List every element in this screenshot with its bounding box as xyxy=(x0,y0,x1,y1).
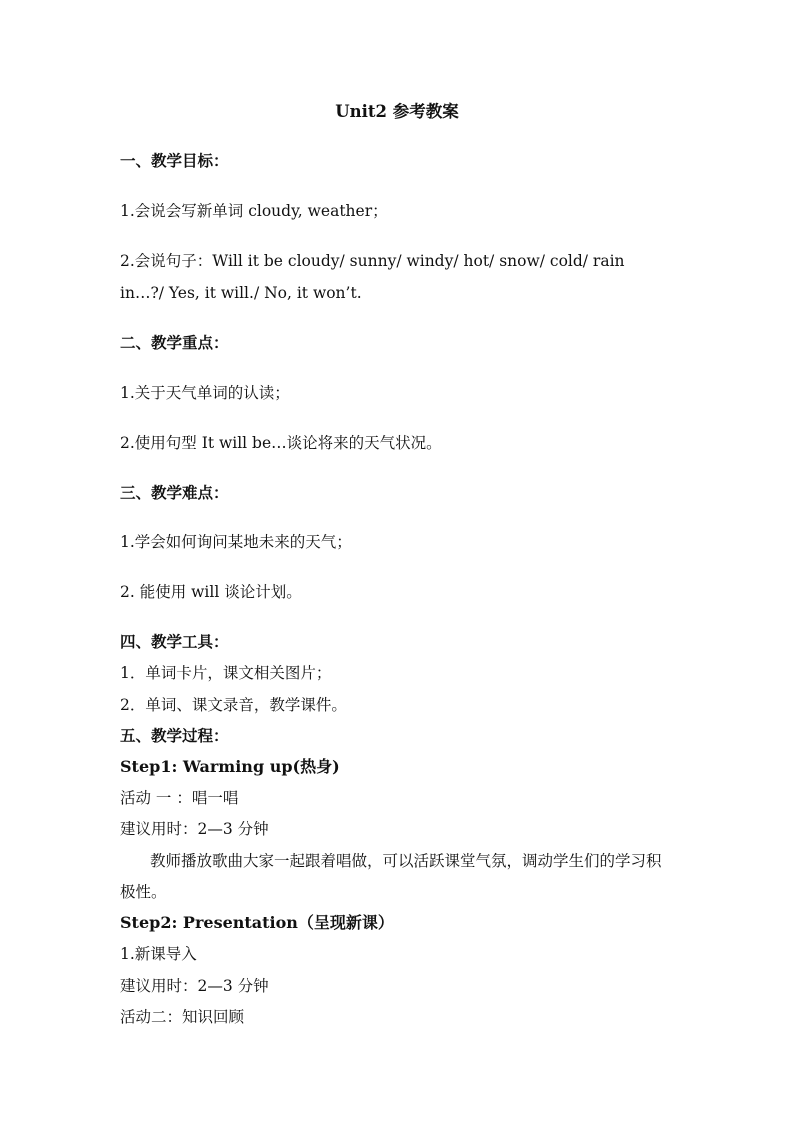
objective-item-2-line1: 2.会说句子：Will it be cloudy/ sunny/ windy/ hot/ snow/ cold/ rain xyxy=(120,252,625,270)
section-heading-difficulties: 三、教学难点： xyxy=(120,483,229,502)
step1-activity: 活动 一 ：唱一唱 xyxy=(120,789,239,807)
key-point-item-1: 1.关于天气单词的认读； xyxy=(120,384,290,402)
objective-item-2-line2: in…?/ Yes, it will./ No, it won’t. xyxy=(120,284,362,302)
objective-item-1: 1.会说会写新单词 cloudy, weather； xyxy=(120,202,388,220)
step2-activity: 活动二：知识回顾 xyxy=(120,1008,245,1026)
key-point-item-2: 2.使用句型 It will be…谈论将来的天气状况。 xyxy=(120,434,442,452)
section-heading-objectives: 一、教学目标： xyxy=(120,151,229,170)
difficulty-item-1: 1.学会如何询问某地未来的天气； xyxy=(120,533,352,551)
step1-time: 建议用时：2—3 分钟 xyxy=(120,820,269,838)
step1-description-line2: 极性。 xyxy=(120,883,167,901)
tool-item-1: 1．单词卡片，课文相关图片； xyxy=(120,664,332,682)
section-heading-tools: 四、教学工具： xyxy=(120,632,229,651)
step2-title: Step2: Presentation（呈现新课） xyxy=(120,913,394,932)
section-heading-process: 五、教学过程： xyxy=(120,726,229,745)
step2-subheading: 1.新课导入 xyxy=(120,945,197,963)
step2-time: 建议用时：2—3 分钟 xyxy=(120,977,269,995)
tool-item-2: 2．单词、课文录音，教学课件。 xyxy=(120,696,347,714)
step1-title: Step1: Warming up(热身) xyxy=(120,757,340,776)
step1-description-line1: 教师播放歌曲大家一起跟着唱做，可以活跃课堂气氛，调动学生们的学习积 xyxy=(150,852,662,870)
difficulty-item-2: 2. 能使用 will 谈论计划。 xyxy=(120,583,302,601)
section-heading-key-points: 二、教学重点： xyxy=(120,333,229,352)
document-title: Unit2 参考教案 xyxy=(335,102,459,121)
